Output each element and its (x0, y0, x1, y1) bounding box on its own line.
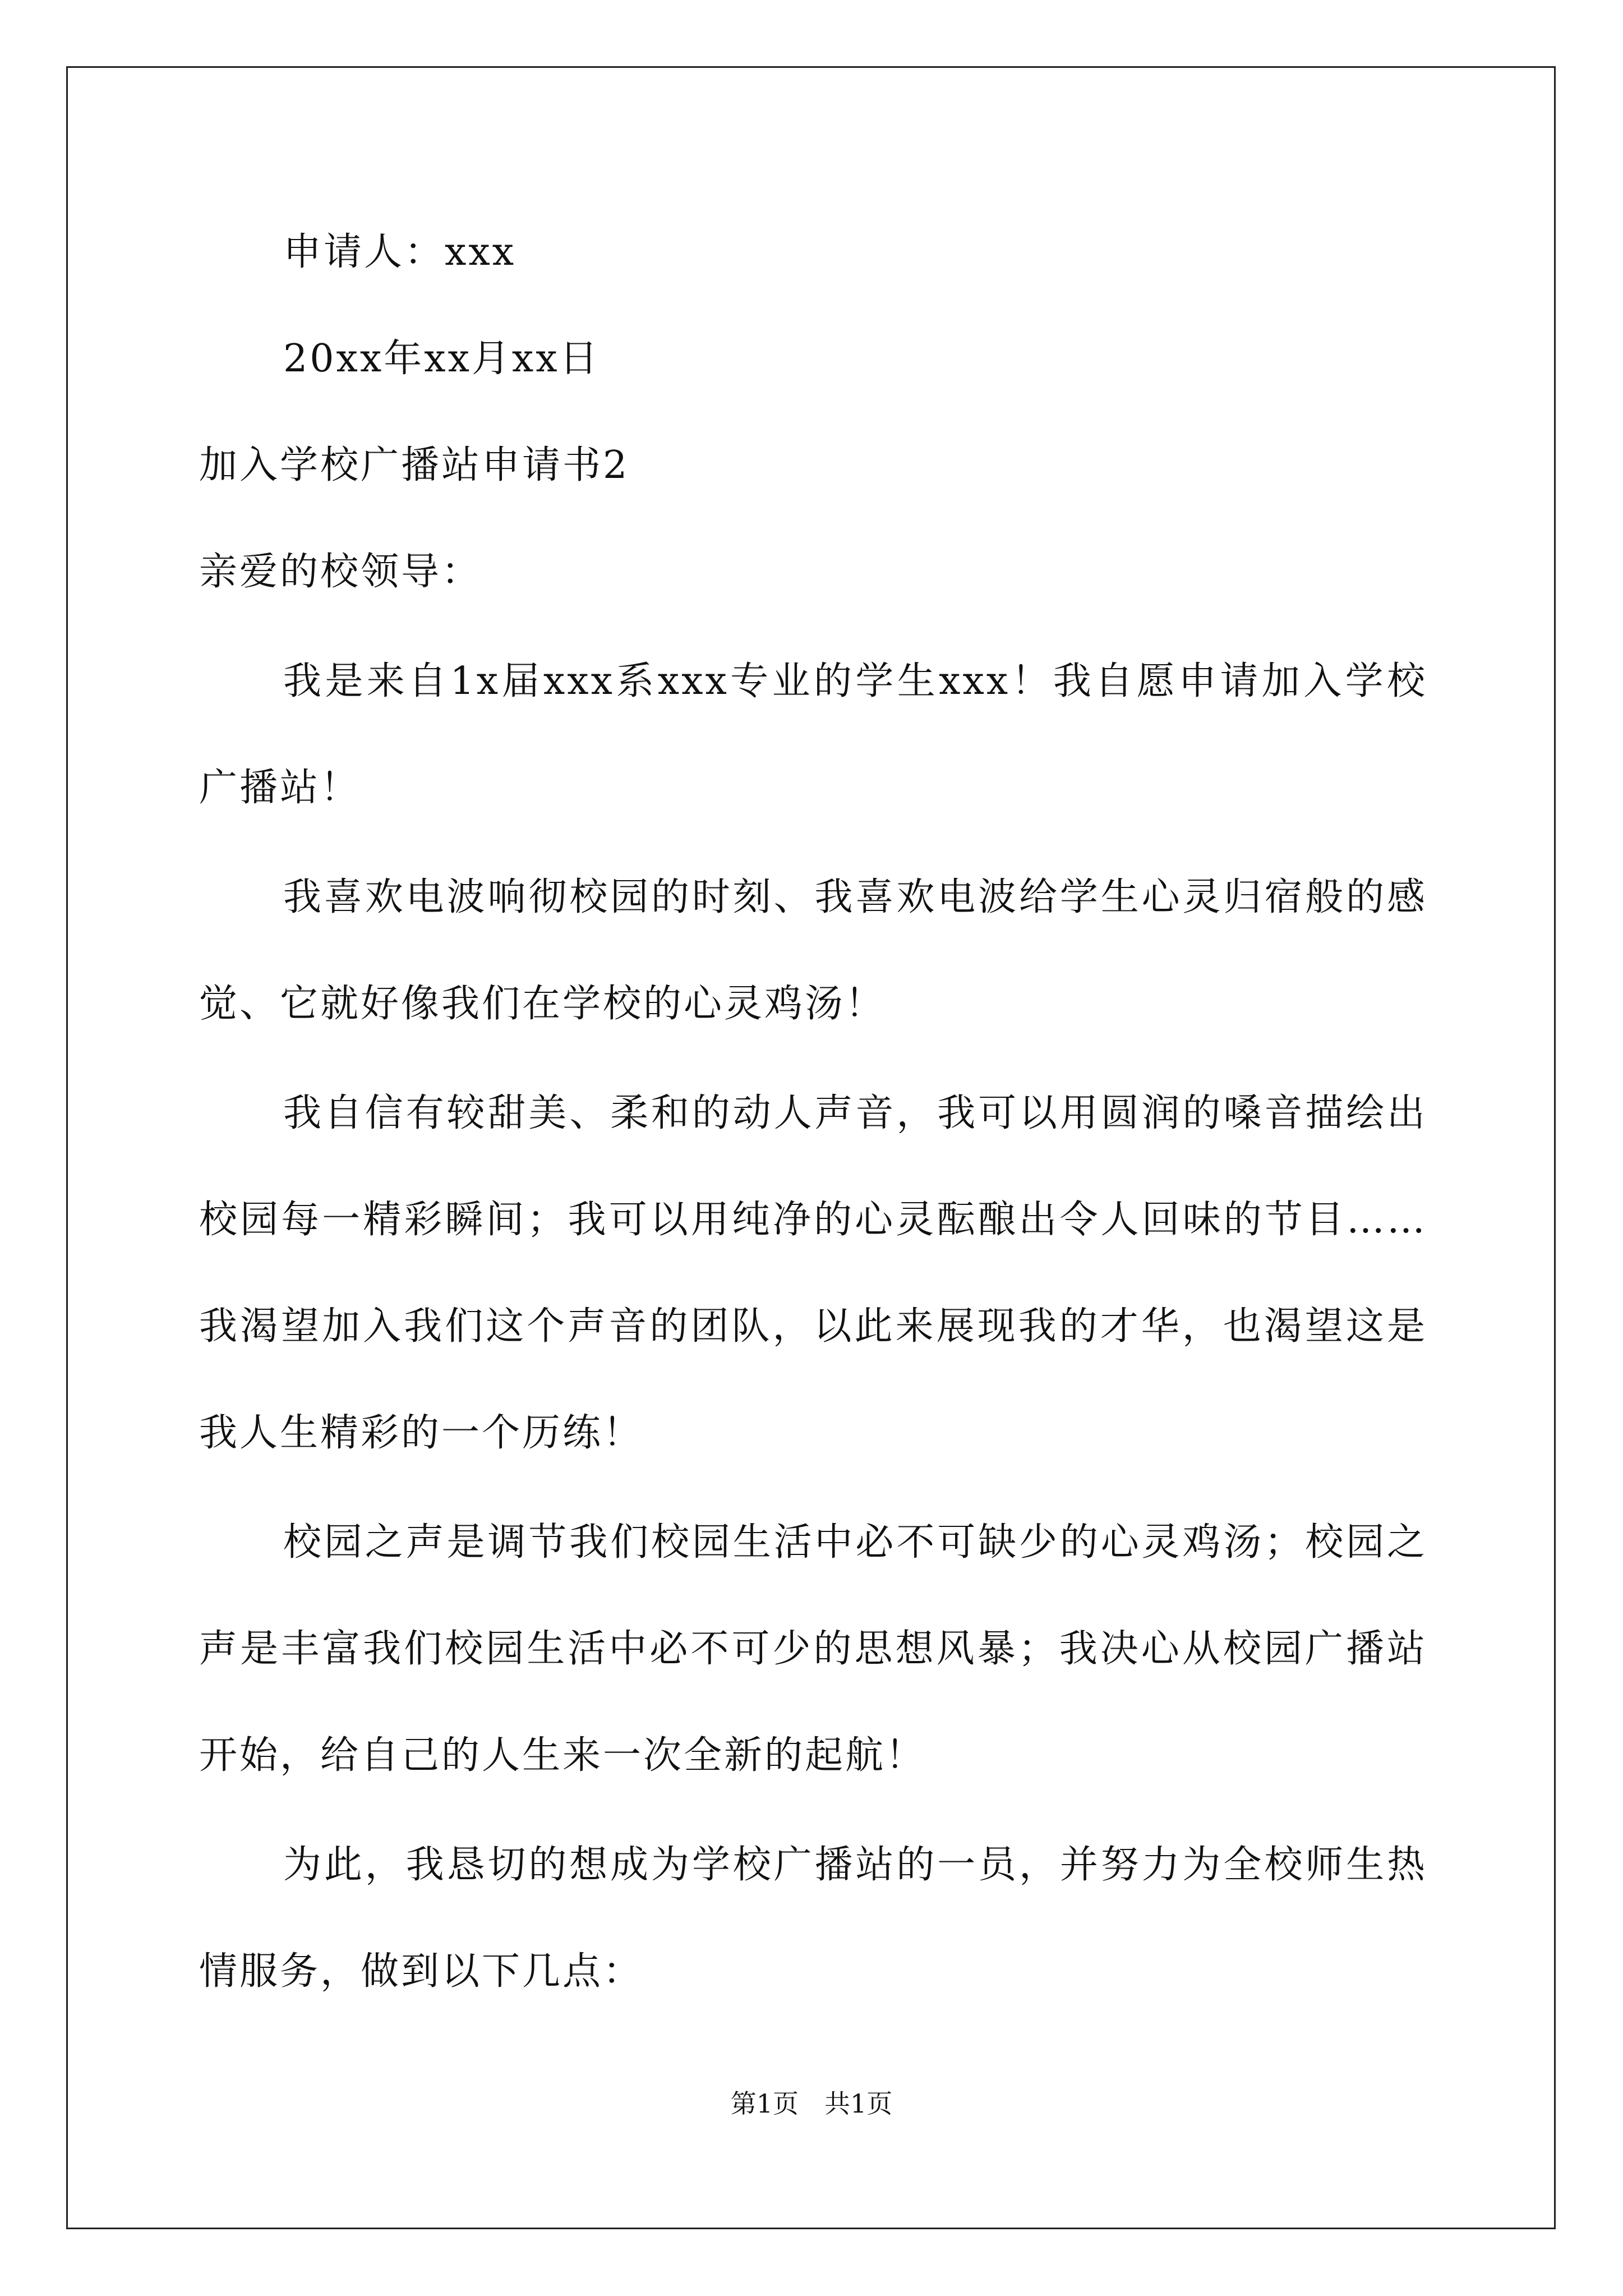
paragraph-line: 为此，我恳切的想成为学校广播站的一员，并努力为全校师生热 (283, 1843, 1427, 1887)
paragraph-line: 我喜欢电波响彻校园的时刻、我喜欢电波给学生心灵归宿般的感 (283, 875, 1427, 919)
paragraph-line: 校园之声是调节我们校园生活中必不可缺少的心灵鸡汤；校园之 (283, 1520, 1427, 1565)
paragraph-line: 觉、它就好像我们在学校的心灵鸡汤！ (199, 982, 886, 1026)
document-title: 加入学校广播站申请书2 (199, 443, 630, 487)
date-line: 20xx年xx月xx日 (283, 337, 600, 381)
paragraph-line: 校园每一精彩瞬间；我可以用纯净的心灵酝酿出令人回味的节目…… (199, 1198, 1427, 1242)
paragraph-line: 我是来自1x届xxx系xxx专业的学生xxx！我自愿申请加入学校 (283, 659, 1427, 703)
salutation: 亲爱的校领导： (199, 550, 482, 594)
paragraph-line: 我渴望加入我们这个声音的团队，以此来展现我的才华，也渴望这是 (199, 1304, 1427, 1349)
paragraph-line: 我自信有较甜美、柔和的动人声音，我可以用圆润的嗓音描绘出 (283, 1091, 1427, 1135)
page-number-footer: 第1页 共1页 (730, 2088, 893, 2119)
paragraph-line: 情服务，做到以下几点： (199, 1949, 644, 1994)
signature-line: 申请人：xxx (283, 230, 517, 274)
paragraph-line: 广播站！ (199, 766, 361, 810)
paragraph-line: 开始，给自己的人生来一次全新的起航！ (199, 1733, 926, 1778)
page-border (66, 66, 1556, 2229)
paragraph-line: 声是丰富我们校园生活中必不可少的思想风暴；我决心从校园广播站 (199, 1627, 1427, 1671)
paragraph-line: 我人生精彩的一个历练！ (199, 1411, 644, 1455)
